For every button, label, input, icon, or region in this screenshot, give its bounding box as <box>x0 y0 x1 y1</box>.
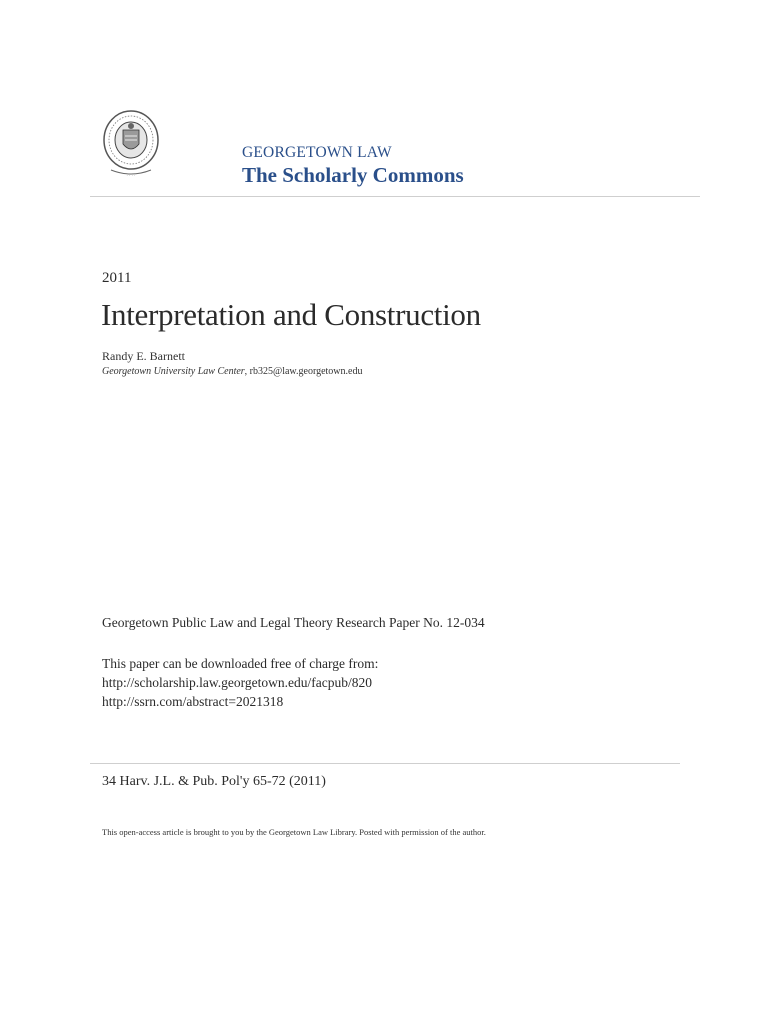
svg-text:· · · ·: · · · · <box>126 173 136 178</box>
brand-top: GEORGETOWN LAW <box>242 144 392 161</box>
download-link-2[interactable]: http://ssrn.com/abstract=2021318 <box>102 694 284 709</box>
download-intro: This paper can be downloaded free of charge from: <box>102 656 379 671</box>
download-link-1[interactable]: http://scholarship.law.georgetown.edu/facpub/820 <box>102 675 372 690</box>
georgetown-seal-icon <box>101 108 161 180</box>
publication-year: 2011 <box>102 270 132 286</box>
series-label: Georgetown Public Law and Legal Theory Research Paper No. 12-034 <box>102 615 485 630</box>
access-notice: This open-access article is brought to you by the Georgetown Law Library. Posted with permission of the author. <box>102 827 486 837</box>
brand-block <box>242 144 464 187</box>
article-title: Interpretation and Construction <box>101 297 481 332</box>
author-institution: Georgetown University Law Center <box>102 366 245 377</box>
header-divider <box>90 196 700 197</box>
citation: 34 Harv. J.L. & Pub. Pol'y 65-72 (2011) <box>102 774 326 789</box>
brand-bottom[interactable]: The Scholarly Commons <box>242 163 464 187</box>
author-name: Randy E. Barnett <box>102 349 185 363</box>
download-block <box>102 654 378 711</box>
author-email[interactable]: , rb325@law.georgetown.edu <box>244 366 363 377</box>
author-affiliation <box>102 366 362 377</box>
citation-divider <box>90 763 680 764</box>
